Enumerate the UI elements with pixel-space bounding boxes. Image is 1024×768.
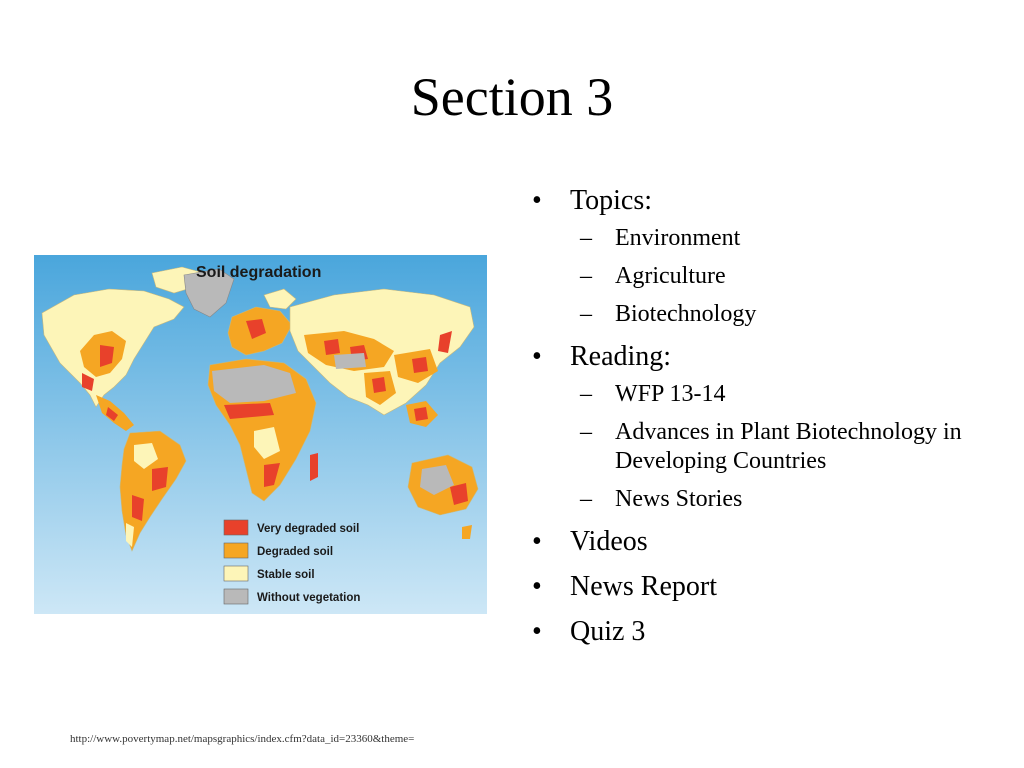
sub-bullet-text: Agriculture bbox=[615, 263, 726, 289]
soil-degradation-map bbox=[34, 255, 487, 614]
sub-bullet-item bbox=[570, 262, 1008, 291]
sub-bullet-text: Biotechnology bbox=[615, 301, 757, 327]
topic-list bbox=[528, 184, 1008, 660]
bullet-item bbox=[528, 570, 1008, 604]
bullet-text: News Report bbox=[570, 571, 717, 602]
sub-bullet-marker: – bbox=[580, 486, 592, 512]
bullet-marker: • bbox=[532, 341, 542, 372]
sub-bullet-text: Advances in Plant Biotechnology in Developing Countries bbox=[615, 419, 962, 474]
legend-swatch bbox=[224, 566, 248, 581]
legend-label: Very degraded soil bbox=[257, 523, 360, 535]
sub-bullet-marker: – bbox=[580, 419, 592, 445]
sub-bullet-item bbox=[570, 418, 1008, 476]
sub-bullet-text: News Stories bbox=[615, 486, 743, 512]
sub-bullet-text: Environment bbox=[615, 225, 741, 251]
sub-bullet-marker: – bbox=[580, 225, 592, 251]
legend-item bbox=[224, 543, 333, 558]
sub-bullet-item bbox=[570, 224, 1008, 253]
legend-swatch bbox=[224, 520, 248, 535]
bullet-text: Topics: bbox=[570, 185, 653, 216]
legend-item bbox=[224, 589, 360, 604]
bullet-text: Quiz 3 bbox=[570, 616, 646, 647]
legend-label: Degraded soil bbox=[257, 546, 334, 558]
sub-bullet-marker: – bbox=[580, 381, 592, 407]
legend-item bbox=[224, 520, 359, 535]
legend-item bbox=[224, 566, 315, 581]
legend-swatch bbox=[224, 543, 248, 558]
bullet-text: Videos bbox=[570, 526, 648, 557]
sub-bullet-marker: – bbox=[580, 301, 592, 327]
sub-bullet-list bbox=[570, 380, 1008, 514]
bullet-item bbox=[528, 340, 1008, 514]
bullet-marker: • bbox=[532, 526, 542, 557]
legend-label: Stable soil bbox=[257, 569, 315, 581]
legend-swatch bbox=[224, 589, 248, 604]
legend-label: Without vegetation bbox=[257, 592, 361, 604]
bullet-marker: • bbox=[532, 616, 542, 647]
sub-bullet-text: WFP 13-14 bbox=[615, 381, 726, 407]
sub-bullet-list bbox=[570, 224, 1008, 329]
sub-bullet-marker: – bbox=[580, 263, 592, 289]
map-title: Soil degradation bbox=[196, 264, 322, 281]
bullet-item bbox=[528, 525, 1008, 559]
bullet-item bbox=[528, 615, 1008, 649]
sub-bullet-item bbox=[570, 485, 1008, 514]
slide-title: Section 3 bbox=[410, 67, 614, 127]
sub-bullet-item bbox=[570, 380, 1008, 409]
bullet-item bbox=[528, 184, 1008, 329]
bullet-text: Reading: bbox=[570, 341, 672, 372]
bullet-marker: • bbox=[532, 571, 542, 602]
source-url: http://www.povertymap.net/mapsgraphics/index.cfm?data_id=23360&theme= bbox=[70, 733, 415, 745]
bullet-marker: • bbox=[532, 185, 542, 216]
sub-bullet-item bbox=[570, 300, 1008, 329]
